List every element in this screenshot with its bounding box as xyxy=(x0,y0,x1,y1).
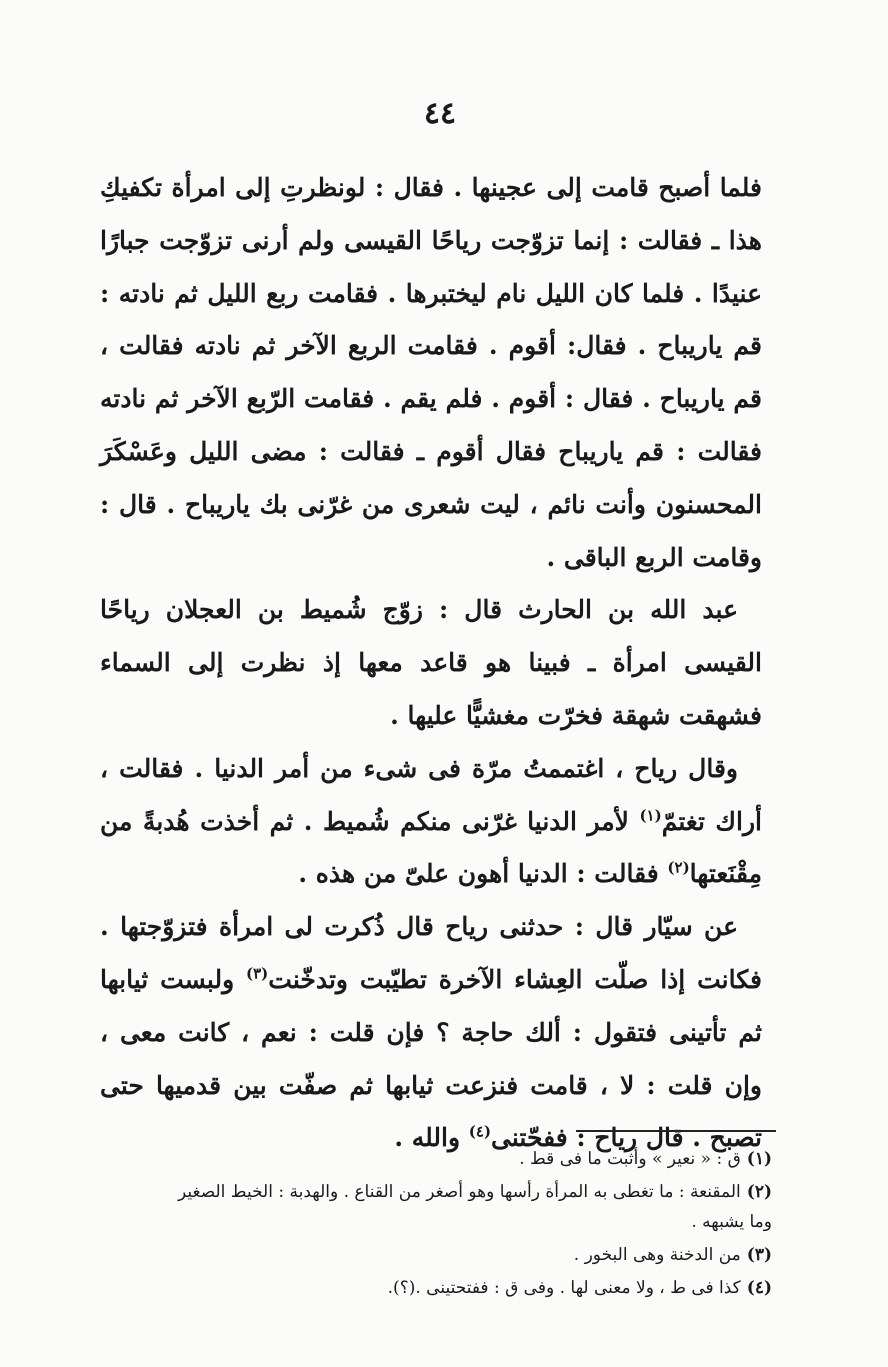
footnote-number: (٣) xyxy=(746,1245,772,1265)
footnote-number: (٢) xyxy=(746,1182,772,1202)
paragraph-text: والله . xyxy=(394,1123,469,1153)
footnote-1 xyxy=(160,1144,780,1174)
footnote-ref-3[interactable]: (٣) xyxy=(246,964,269,983)
paragraph-text: ولبست ثيابها ثم تأتينى فتقول : ألك حاجة ؟ فإن قلت : نعم ، كانت معى ، وإن قلت : لا ، قامت فنزعت ثيابها ثم صفّت بين قدميها حتى تصبح . قال رياح : ففحّتنى xyxy=(100,964,762,1153)
footnote-text: كذا فى ط ، ولا معنى لها . وفى ق : ففتحتينى .(؟). xyxy=(387,1278,741,1298)
paragraph-text: لأمر الدنيا غرّنى منكم شُميط . ثم أخذت هُدبةً من مِقْنَعتها xyxy=(100,806,762,889)
footnotes xyxy=(160,1144,780,1306)
footnote-ref-2[interactable]: (٢) xyxy=(667,859,690,878)
paragraph-3 xyxy=(100,743,762,901)
footnote-4 xyxy=(160,1273,780,1303)
paragraph-text: فلما أصبح قامت إلى عجينها . فقال : لونظرتِ إلى امرأة تكفيكِ هذا ـ فقالت : إنما تزوّجت رياحًا القيسى ولم أرنى تزوّجت جبارًا عنيدًا . فلما كان الليل نام ليختبرها . فقامت ربع الليل ثم نادته : قم ياريباح . فقال: أقوم . فقامت الربع الآخر ثم نادته فقالت ، قم ياريباح . فقال : أقوم . فلم يقم . فقامت الرّبع الآخر ثم نادته فقالت : قم ياريباح فقال أقوم ـ فقالت : مضى الليل وعَسْكَرَ المحسنون وأنت نائم ، ليت شعرى من غرّنى بك ياريباح . قال : وقامت الربع الباقى . xyxy=(100,173,762,572)
footnote-ref-4[interactable]: (٤) xyxy=(468,1123,492,1142)
footnote-ref-1[interactable]: (١) xyxy=(639,806,662,825)
main-text xyxy=(100,162,762,1165)
paragraph-text: عن سيّار قال : حدثنى رياح قال ذُكرت لى امرأة فتزوّجتها . فكانت إذا صلّت العِشاء الآخرة تطيّبت وتدخّنت xyxy=(100,912,762,994)
footnote-text: ق : « نعير » وأثبت ما فى قط . xyxy=(519,1149,741,1169)
footnote-divider xyxy=(576,1130,776,1132)
footnote-text: من الدخنة وهى البخور . xyxy=(573,1245,741,1265)
paragraph-4 xyxy=(100,901,762,1165)
paragraph-2 xyxy=(100,584,762,742)
paragraph-text: عبد الله بن الحارث قال : زوّج شُميط بن العجلان رياحًا القيسى امرأة ـ فبينا هو قاعد معها إذ نظرت إلى السماء فشهقت شهقة فخرّت مغشيًّا عليها . xyxy=(100,595,762,730)
paragraph-1 xyxy=(100,162,762,584)
footnote-2 xyxy=(160,1177,780,1237)
paragraph-text: فقالت : الدنيا أهون علىّ من هذه . xyxy=(298,859,668,889)
page-number: ٤٤ xyxy=(423,96,457,131)
footnote-text: المقنعة : ما تغطى به المرأة رأسها وهو أصغر من القناع . والهدبة : الخيط الصغير وما يشبهه . xyxy=(178,1182,772,1232)
footnote-3 xyxy=(160,1240,780,1270)
footnote-number: (١) xyxy=(746,1149,772,1169)
paragraph-text: وقال رياح ، اغتممتُ مرّة فى شىء من أمر الدنيا . فقالت ، أراك تغتمّ xyxy=(100,753,762,836)
footnote-number: (٤) xyxy=(746,1278,772,1298)
